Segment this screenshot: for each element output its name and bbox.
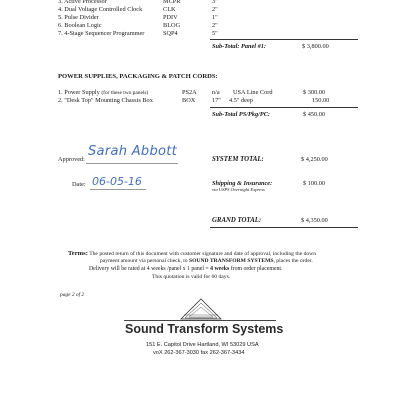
panel-item-5-code: PDIV [163,14,178,21]
subtotal-rule [210,39,358,40]
panel-item-3 [58,0,107,5]
power-item-1 [58,89,148,97]
terms-line-4: This quotation is valid for 60 days. [152,274,231,280]
terms-text-3b: from order placement. [229,266,283,272]
power-item-1-code: PS2A [182,89,197,96]
item-label: 3. Active Processor [58,0,107,5]
panel-item-6-code: BLOG [163,22,181,29]
grand-total-value: $ 4,350.00 [301,217,328,224]
power-item-1-desc: USA Line Cord [233,89,273,96]
panel-item-5: 5. Pulse Divider [58,14,99,21]
power-item-2-code: BOX [182,97,196,104]
subtotal-ps-rule [210,107,358,108]
panel-item-5-size: 1" [212,14,218,21]
power-item-2: 2. "Desk Top" Mounting Chassis Box [58,97,153,104]
terms-line-3 [89,266,282,272]
terms-company: SOUND TRANSFORM SYSTEMS [189,258,274,264]
power-item-2-price: 150.00 [312,97,330,104]
terms-line-1 [68,250,316,257]
signature-line [86,163,178,164]
power-item-2-dim: 17" [212,97,221,104]
approved-label: Approved: [58,156,85,163]
panel-item-4-code: CLK [163,6,176,13]
system-total-value: $ 4,250.00 [301,156,328,163]
section-heading-power: POWER SUPPLIES, PACKAGING & PATCH CORDS: [58,73,218,80]
company-logo [180,298,222,320]
terms-weeks: 4 weeks [210,266,230,272]
panel-item-3-code: MCPR [163,0,181,5]
power-item-1-dim: n/a [212,89,220,96]
page-label: page 2 of 2 [60,292,85,298]
terms-line-2 [100,258,313,264]
terms-text-2a: payment amount via personal check, to [100,258,190,264]
power-item-1-price: $ 300.00 [303,89,326,96]
terms-text-3a: Delivery will be rated at 4 weeks /panel x 1 panel = [89,266,211,272]
system-total-label: SYSTEM TOTAL: [212,156,264,163]
panel-item-3-size: 3" [212,0,218,5]
terms-text-1: The posted return of this document with customer signature and date of approval, including the down [89,251,317,257]
company-address: 151 E. Capitol Drive Hartland, WI 53029 USA [146,342,259,348]
panel-item-7: 7. 4-Stage Sequencer Programmer [58,30,145,37]
subtotal-ps-label: Sub-Total PS/Pkg/PC: [212,111,271,118]
terms-label: Terms: [68,250,88,257]
shipping-sub: via USPS Overnight Express [212,187,265,192]
panel-item-7-size: 5" [212,30,218,37]
shipping-label: Shipping & Insurance: [212,180,273,187]
date-value: 06-05-16 [92,175,142,188]
subtotal-ps-value: $ 450.00 [303,111,326,118]
power-item-2-desc: 4.5" deep [229,97,253,104]
panel-item-6: 6. Boolean Logic [58,22,102,29]
subtotal-panel-label: Sub-Total: Panel #1: [212,43,266,50]
shipping-value: $ 100.00 [303,180,326,187]
terms-text-2b: , places the order. [273,258,313,264]
item-label: 1. Power Supply [58,89,100,96]
panel-item-6-size: 2" [212,22,218,29]
triangle-logo-icon [180,298,222,320]
grand-total-rule [210,227,358,228]
company-name: Sound Transform Systems [125,322,284,336]
panel-item-4: 4. Dual Voltage Controlled Clock [58,6,143,13]
panel-item-7-code: SQP4 [163,30,178,37]
company-phones: voX 262-367-3030 fax 262-367-3434 [153,350,245,356]
date-label: Date: [72,181,86,188]
item-note: (for these two panels) [101,90,149,96]
subtotal-panel-value: $ 3,800.00 [302,43,329,50]
logo-rule [124,320,276,321]
grand-total-label: GRAND TOTAL: [212,217,262,224]
signature: Sarah Abbott [88,144,178,159]
date-line [90,189,146,190]
panel-item-4-size: 2" [212,6,218,13]
